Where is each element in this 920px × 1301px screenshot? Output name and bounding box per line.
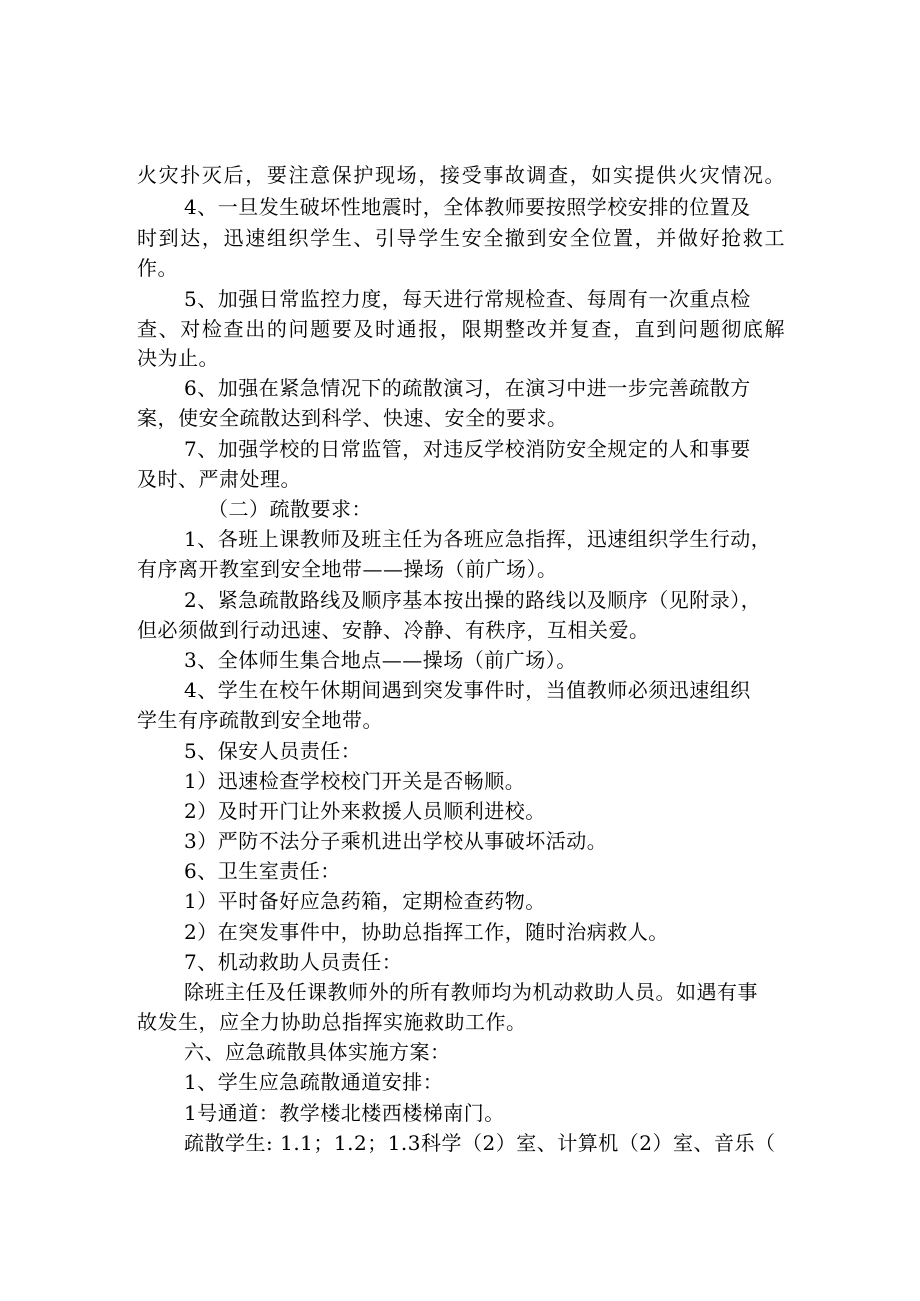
text-line: 4、学生在校午休期间遇到突发事件时，当值教师必须迅速组织 bbox=[184, 678, 751, 702]
text-line: 时到达，迅速组织学生、引导学生安全撤到安全位置，并做好抢救工 bbox=[137, 226, 785, 250]
text-line: 5、保安人员责任： bbox=[184, 739, 362, 763]
text-line: 3、全体师生集合地点——操场（前广场）。 bbox=[184, 648, 577, 672]
text-line: 案，使安全疏散达到科学、快速、安全的要求。 bbox=[137, 406, 568, 430]
text-line: 5、加强日常监控力度，每天进行常规检查、每周有一次重点检 bbox=[184, 287, 751, 311]
text-line: 火灾扑灭后，要注意保护现场，接受事故调查，如实提供火灾情况。 bbox=[137, 163, 785, 187]
text-line: 疏散学生: 1.1；1.2；1.3科学（2）室、计算机（2）室、音乐（ bbox=[184, 1131, 776, 1155]
text-line: 故发生，应全力协助总指挥实施救助工作。 bbox=[137, 1010, 527, 1034]
text-line: 决为止。 bbox=[137, 346, 219, 370]
text-line: 6、卫生室责任： bbox=[184, 859, 341, 883]
text-line: 但必须做到行动迅速、安静、冷静、有秩序，互相关爱。 bbox=[137, 618, 650, 642]
text-line: 作。 bbox=[137, 256, 178, 280]
text-line: 7、加强学校的日常监管，对违反学校消防安全规定的人和事要 bbox=[184, 437, 751, 461]
text-line: 6、加强在紧急情况下的疏散演习，在演习中进一步完善疏散方 bbox=[184, 376, 751, 400]
text-line: 有序离开教室到安全地带——操场（前广场）。 bbox=[137, 557, 558, 581]
text-line: 1、学生应急疏散通道安排： bbox=[184, 1070, 444, 1094]
text-line: 2）及时开门让外来救援人员顺利进校。 bbox=[184, 799, 546, 823]
text-line: 2）在突发事件中，协助总指挥工作，随时治病救人。 bbox=[184, 920, 669, 944]
text-line: 学生有序疏散到安全地带。 bbox=[137, 708, 383, 732]
text-line: 及时、严肃处理。 bbox=[137, 467, 301, 491]
text-line: 1号通道：教学楼北楼西楼梯南门。 bbox=[184, 1101, 505, 1125]
text-line: 1）平时备好应急药箱，定期检查药物。 bbox=[184, 889, 546, 913]
text-line: 4、一旦发生破坏性地震时，全体教师要按照学校安排的位置及 bbox=[184, 195, 751, 219]
section-heading: 六、应急疏散具体实施方案： bbox=[184, 1040, 451, 1064]
text-line: 1）迅速检查学校校门开关是否畅顺。 bbox=[184, 769, 526, 793]
section-heading: （二）疏散要求： bbox=[208, 497, 372, 521]
text-line: 查、对检查出的问题要及时通报，限期整改并复查，直到问题彻底解 bbox=[137, 317, 785, 341]
text-line: 3）严防不法分子乘机进出学校从事破坏活动。 bbox=[184, 829, 608, 853]
text-line: 1、各班上课教师及班主任为各班应急指挥，迅速组织学生行动， bbox=[184, 527, 772, 551]
text-line: 2、紧急疏散路线及顺序基本按出操的路线以及顺序（见附录）， bbox=[184, 588, 762, 612]
text-line: 除班主任及任课教师外的所有教师均为机动救助人员。如遇有事 bbox=[184, 980, 758, 1004]
text-line: 7、机动救助人员责任： bbox=[184, 950, 403, 974]
